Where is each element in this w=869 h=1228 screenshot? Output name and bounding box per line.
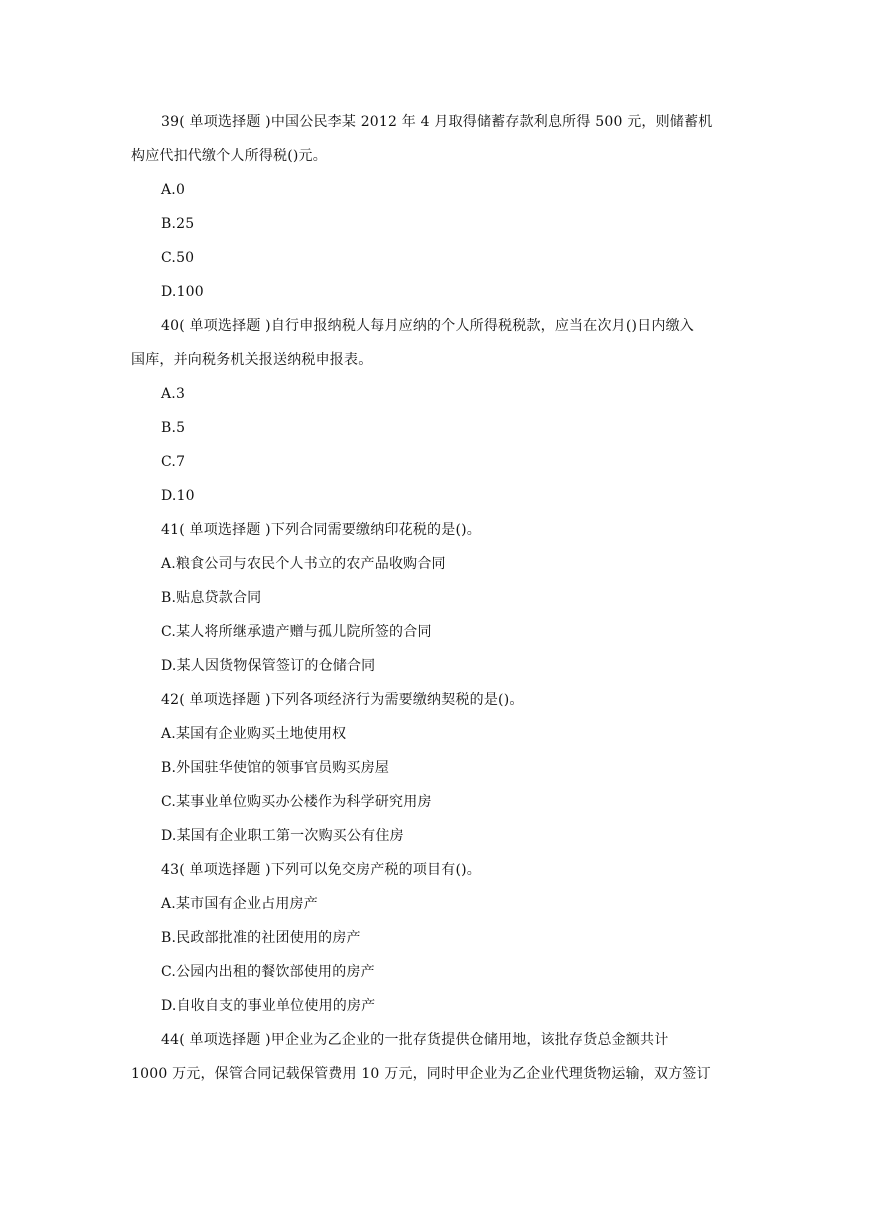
question-42-option-b: B.外国驻华使馆的领事官员购买房屋 (161, 760, 390, 776)
question-type-label: ( 单项选择题 ) (179, 1032, 271, 1048)
question-43-stem-line-1 (161, 860, 771, 880)
question-42-option-a: A.某国有企业购买土地使用权 (161, 726, 347, 742)
question-39-option-d: D.100 (161, 284, 204, 300)
question-44-stem-line-2: 1000 万元，保管合同记载保管费用 10 万元，同时甲企业为乙企业代理货物运输，双方签订 (131, 1066, 711, 1082)
question-number: 44 (161, 1032, 180, 1048)
question-40-option-b: B.5 (161, 420, 186, 436)
question-40-option-c: C.7 (161, 454, 186, 470)
question-39-option-b: B.25 (161, 216, 195, 232)
question-type-label: ( 单项选择题 ) (179, 862, 271, 878)
question-41-option-c: C.某人将所继承遗产赠与孤儿院所签的合同 (161, 624, 432, 640)
question-41-option-d: D.某人因货物保管签订的仓储合同 (161, 658, 376, 674)
question-number: 43 (161, 862, 180, 878)
question-42-stem-line-1 (161, 690, 771, 710)
question-43-option-c: C.公园内出租的餐饮部使用的房产 (161, 964, 375, 980)
question-type-label: ( 单项选择题 ) (179, 522, 271, 538)
question-type-label: ( 单项选择题 ) (179, 318, 271, 334)
question-number: 40 (161, 318, 180, 334)
question-stem-text: 中国公民李某 2012 年 4 月取得储蓄存款利息所得 500 元，则储蓄机 (270, 114, 713, 130)
question-stem-text: 下列各项经济行为需要缴纳契税的是()。 (270, 692, 524, 708)
question-39-stem-line-2: 构应代扣代缴个人所得税()元。 (131, 148, 327, 164)
question-number: 39 (161, 114, 180, 130)
question-43-option-b: B.民政部批准的社团使用的房产 (161, 930, 361, 946)
question-39-option-c: C.50 (161, 250, 195, 266)
question-44-stem-line-1 (161, 1030, 771, 1050)
question-stem-text: 下列合同需要缴纳印花税的是()。 (270, 522, 481, 538)
question-39-option-a: A.0 (161, 182, 186, 198)
question-40-stem-line-1 (161, 316, 771, 336)
question-type-label: ( 单项选择题 ) (179, 114, 271, 130)
question-stem-text: 甲企业为乙企业的一批存货提供仓储用地，该批存货总金额共计 (270, 1032, 669, 1048)
question-42-option-c: C.某事业单位购买办公楼作为科学研究用房 (161, 794, 432, 810)
question-number: 41 (161, 522, 180, 538)
question-41-option-a: A.粮食公司与农民个人书立的农产品收购合同 (161, 556, 446, 572)
question-40-stem-line-2: 国库，并向税务机关报送纳税申报表。 (131, 352, 373, 368)
question-42-option-d: D.某国有企业职工第一次购买公有住房 (161, 828, 404, 844)
question-41-stem-line-1 (161, 520, 771, 540)
question-40-option-a: A.3 (161, 386, 186, 402)
question-43-option-d: D.自收自支的事业单位使用的房产 (161, 998, 376, 1014)
question-number: 42 (161, 692, 180, 708)
question-39-stem-line-1 (161, 112, 771, 132)
question-43-option-a: A.某市国有企业占用房产 (161, 896, 318, 912)
question-stem-text: 自行申报纳税人每月应纳的个人所得税税款，应当在次月()日内缴入 (270, 318, 694, 334)
question-type-label: ( 单项选择题 ) (179, 692, 271, 708)
question-40-option-d: D.10 (161, 488, 195, 504)
question-41-option-b: B.贴息贷款合同 (161, 590, 262, 606)
question-stem-text: 下列可以免交房产税的项目有()。 (270, 862, 481, 878)
